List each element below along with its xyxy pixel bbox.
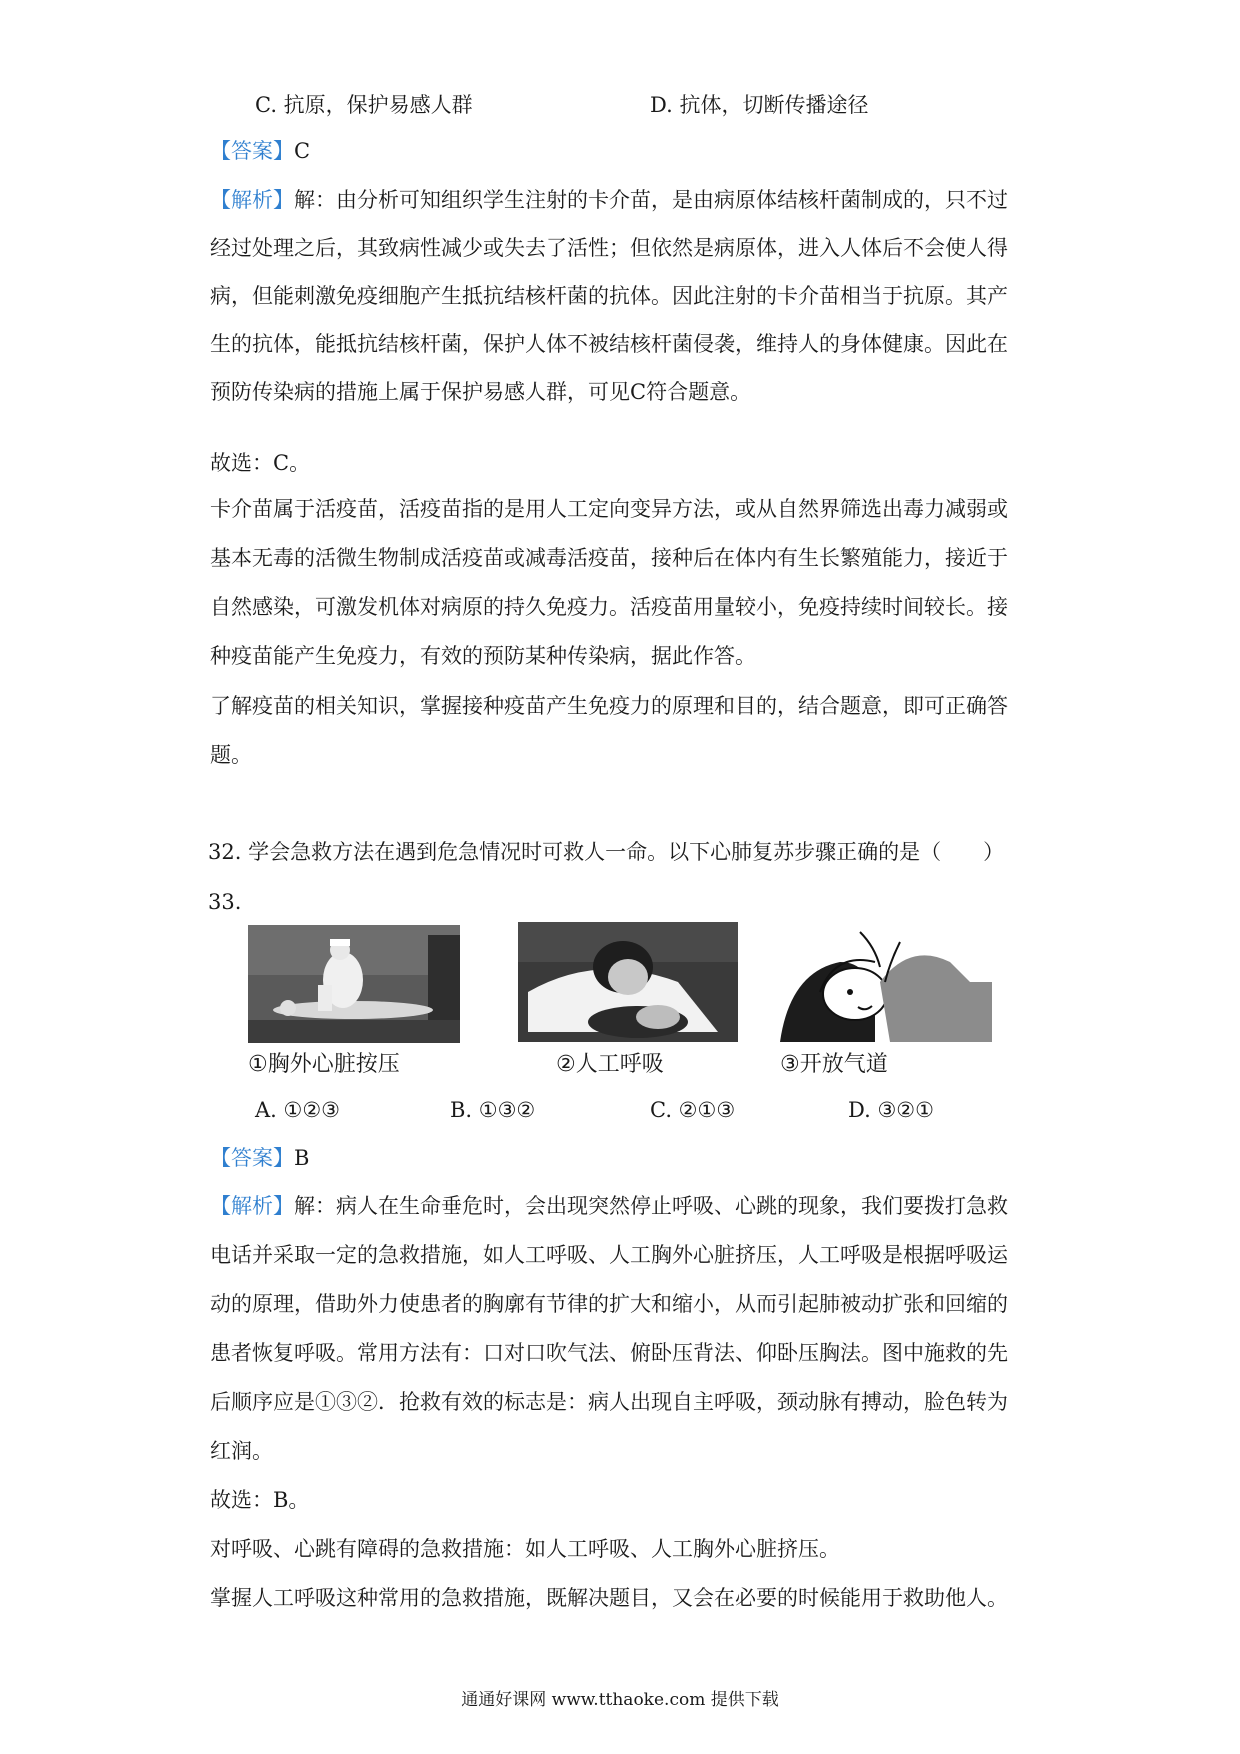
figure-artificial-respiration — [518, 922, 738, 1042]
choice-line: 故选：B。 — [210, 1488, 310, 1512]
analysis-line — [210, 185, 1040, 215]
figure-chest-compression — [248, 925, 460, 1043]
answer-tag: 【答案】 — [210, 139, 294, 163]
option-d: D. 抗体，切断传播途径 — [650, 93, 869, 117]
option-c: C. ②①③ — [650, 1098, 736, 1122]
open-airway-illustration — [780, 922, 992, 1042]
note-text: 掌握人工呼吸这种常用的急救措施，既解决题目，又会在必要的时候能用于救助他人。 — [210, 1586, 1008, 1610]
figure-caption: ①胸外心脏按压 — [248, 1052, 400, 1077]
option-a: A. ①②③ — [255, 1098, 340, 1122]
analysis-text: 解：由分析可知组织学生注射的卡介苗，是由病原体结核杆菌制成的，只不过 — [294, 188, 1008, 212]
note-text: 了解疫苗的相关知识，掌握接种疫苗产生免疫力的原理和目的，结合题意，即可正确答 — [210, 694, 1008, 718]
answer-line — [210, 1143, 1040, 1173]
chest-compression-photo — [248, 925, 460, 1043]
question-number: 33. — [208, 890, 242, 914]
analysis-text: 红润。 — [210, 1439, 273, 1463]
choice-line: 故选：C。 — [210, 451, 311, 475]
note-text: 对呼吸、心跳有障碍的急救措施：如人工呼吸、人工胸外心脏挤压。 — [210, 1537, 840, 1561]
figure-open-airway — [780, 922, 992, 1042]
note-text: 基本无毒的活微生物制成活疫苗或减毒活疫苗，接种后在体内有生长繁殖能力，接近于 — [210, 546, 1008, 570]
note-text: 种疫苗能产生免疫力，有效的预防某种传染病，据此作答。 — [210, 644, 756, 668]
answer-tag: 【答案】 — [210, 1146, 294, 1170]
analysis-text: 解：病人在生命垂危时，会出现突然停止呼吸、心跳的现象，我们要拨打急救 — [294, 1194, 1008, 1218]
option-c: C. 抗原，保护易感人群 — [255, 93, 473, 117]
analysis-text: 预防传染病的措施上属于保护易感人群，可见C符合题意。 — [210, 380, 752, 404]
analysis-tag: 【解析】 — [210, 1194, 294, 1218]
answer-value: B — [294, 1146, 310, 1170]
page-footer: 通通好课网 www.tthaoke.com 提供下载 — [461, 1690, 779, 1710]
note-text: 卡介苗属于活疫苗，活疫苗指的是用人工定向变异方法，或从自然界筛选出毒力减弱或 — [210, 497, 1008, 521]
analysis-text: 后顺序应是①③②．抢救有效的标志是：病人出现自主呼吸，颈动脉有搏动，脸色转为 — [210, 1390, 1008, 1414]
figure-caption: ②人工呼吸 — [556, 1052, 664, 1077]
analysis-line — [210, 1191, 1040, 1221]
option-d: D. ③②① — [848, 1098, 934, 1122]
artificial-respiration-photo — [518, 922, 738, 1042]
analysis-tag: 【解析】 — [210, 188, 294, 212]
figure-caption: ③开放气道 — [780, 1052, 888, 1077]
note-text: 题。 — [210, 743, 252, 767]
analysis-text: 病，但能刺激免疫细胞产生抵抗结核杆菌的抗体。因此注射的卡介苗相当于抗原。其产 — [210, 284, 1008, 308]
analysis-text: 电话并采取一定的急救措施，如人工呼吸、人工胸外心脏挤压，人工呼吸是根据呼吸运 — [210, 1243, 1008, 1267]
question-stem: 32. 学会急救方法在遇到危急情况时可救人一命。以下心肺复苏步骤正确的是（ ） — [208, 840, 1005, 864]
analysis-text: 患者恢复呼吸。常用方法有：口对口吹气法、俯卧压背法、仰卧压胸法。图中施救的先 — [210, 1341, 1008, 1365]
analysis-text: 生的抗体，能抵抗结核杆菌，保护人体不被结核杆菌侵袭，维持人的身体健康。因此在 — [210, 332, 1008, 356]
note-text: 自然感染，可激发机体对病原的持久免疫力。活疫苗用量较小，免疫持续时间较长。接 — [210, 595, 1008, 619]
answer-line — [210, 136, 1040, 166]
option-b: B. ①③② — [450, 1098, 536, 1122]
analysis-text: 动的原理，借助外力使患者的胸廓有节律的扩大和缩小，从而引起肺被动扩张和回缩的 — [210, 1292, 1008, 1316]
analysis-text: 经过处理之后，其致病性减少或失去了活性；但依然是病原体，进入人体后不会使人得 — [210, 236, 1008, 260]
answer-value: C — [294, 139, 311, 163]
